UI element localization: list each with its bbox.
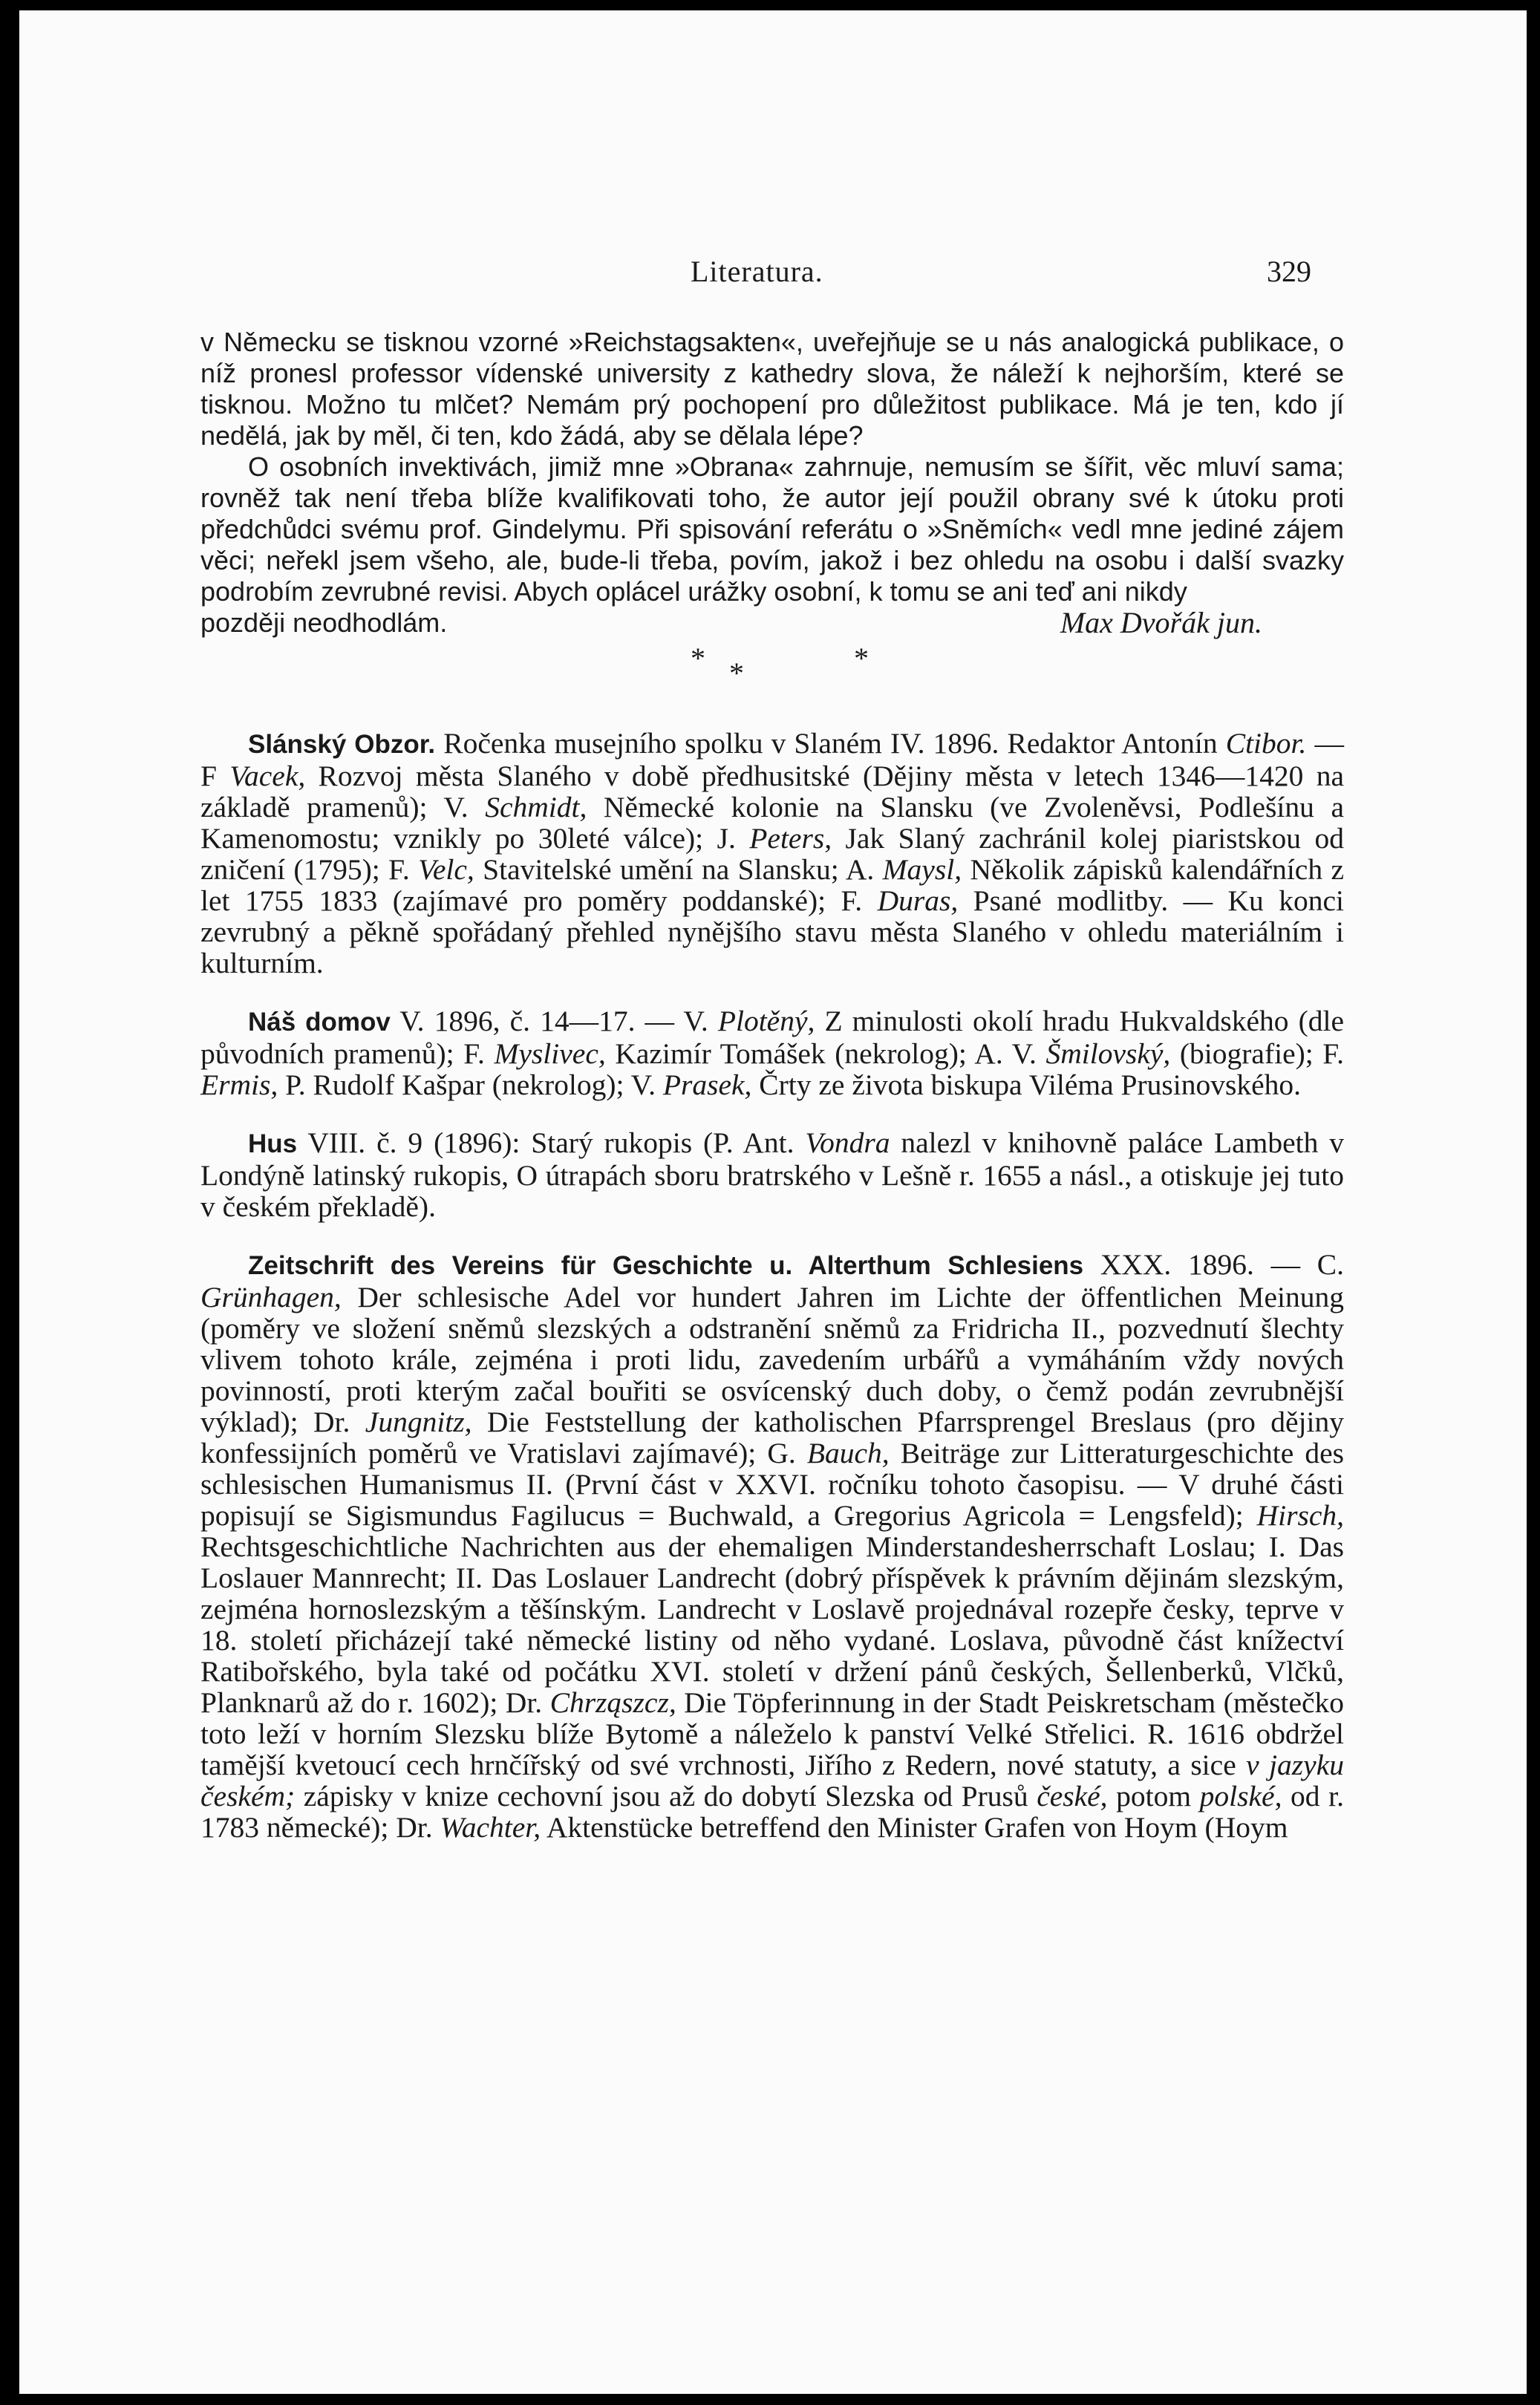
entry-heading: Slánský Obzor. xyxy=(248,730,436,759)
section-divider xyxy=(200,639,1344,701)
document-page xyxy=(19,10,1527,2394)
entry-heading: Náš domov xyxy=(248,1008,391,1037)
paragraph-2 xyxy=(200,451,1344,607)
divider-star: * xyxy=(691,642,705,675)
signature-line xyxy=(200,607,1344,639)
paragraph-2-last: později neodhodlám. xyxy=(200,607,448,638)
main-text xyxy=(200,327,1344,1843)
review-hus: Hus VIII. č. 9 (1896): Starý rukopis (P. Ant. Vondra nalezl v knihovně paláce Lambeth v Londýně latinský rukopis, O útrapách sboru bratrského v Lešně r. 1655 a násl., a otiskuje jej tuto v českém překladě). xyxy=(200,1126,1344,1223)
header-title: Literatura. xyxy=(691,255,823,288)
divider-star: * xyxy=(729,656,744,690)
entry-heading: Hus xyxy=(248,1129,298,1158)
divider-star: * xyxy=(854,642,869,675)
paragraph-2-main: O osobních invektivách, jimiž mne »Obrana« zahrnuje, nemusím se šířit, věc mluví sama; rovněž tak není třeba blíže kvalifikovati toho, že autor její použil obrany své k útoku proti předchůdci svému prof. Gindelymu. Při spisování referátu o »Sněmích« vedl mne jediné zájem věci; neřekl jsem všeho, ale, bude-li třeba, povím, jakož i bez ohledu na osobu i další svazky podrobím zevrubné revisi. Abych oplácel urážky osobní, k tomu se ani teď ani nikdy xyxy=(200,451,1344,607)
review-zeitschrift-schlesiens: Zeitschrift des Vereins für Geschichte u. Alterthum Schlesiens XXX. 1896. — C. Grünhagen, Der schlesische Adel vor hundert Jahren im Lichte der öffentlichen Meinung (poměry ve složení sněmů slezských a odstranění sněmů za Fridricha II., pozvednutí šlechty vlivem tohoto krále, zejména i proti lidu, zavedením urbářů a vymáháním vždy nových povinností, proti kterým začal bouřiti se osvícenský duch doby, o čemž podán zevrubnější výklad); Dr. Jungnitz, Die Feststellung der katholischen Pfarrsprengel Breslaus (pro dějiny konfessijních poměrů ve Vratislavi zajímavé); G. Bauch, Beiträge zur Litteraturgeschichte des schlesischen Humanismus II. (První část v XXVI. ročníku tohoto časopisu. — V druhé části popisují se Sigismundus Fagilucus = Buchwald, a Gregorius Agricola = Lengsfeld); Hirsch, Rechtsgeschichtliche Nachrichten aus der ehemaligen Minderstandesherrschaft Loslau; I. Das Loslauer Mannrecht; II. Das Loslauer Landrecht (dobrý příspěvek k právním dějinám slezským, zejména hornoslezským a těšínským. Landrecht v Loslavě projednával rozepře česky, teprve v 18. století přicházejí také německé listiny od něho vydané. Loslava, původně část knížectví Ratibořského, byla také od počátku XVI. století v držení pánů českých, Šellenberků, Vlčků, Planknarů až do r. 1602); Dr. Chrząszcz, Die Töpferinnung in der Stadt Peiskretscham (městečko toto leží v horním Slezsku blíže Bytomě a náleželo k panství Velké Střelici. R. 1616 obdržel tamější kvetoucí cech hrnčířský od své vrchnosti, Jiřího z Redern, nové statuty, a sice v jazyku českém; zápisky v knize cechovní jsou až do dobytí Slezska od Prusů české, potom polské, od r. 1783 německé); Dr. Wachter, Aktenstücke betreffend den Minister Grafen von Hoym (Hoym xyxy=(200,1248,1345,1844)
author-signature: Max Dvořák jun. xyxy=(1060,606,1262,639)
review-slansky-obzor: Slánský Obzor. Ročenka musejního spolku v Slaném IV. 1896. Redaktor Antonín Ctibor. — F Vacek, Rozvoj města Slaného v době předhusitské (Dějiny města v letech 1346—1420 na základě pramenů); V. Schmidt, Německé kolonie na Slansku (ve Zvoleněvsi, Podlešínu a Kamenomostu; vznikly po 30leté válce); J. Peters, Jak Slaný zachránil kolej piaristskou od zničení (1795); F. Velc, Stavitelské umění na Slansku; A. Maysl, Několik zápisků kalendářních z let 1755 1833 (zajímavé pro poměry poddanské); F. Duras, Psané modlitby. — Ku konci zevrubný a pěkně spořádaný přehled nynějšího stavu města Slaného v ohledu materiálním i kulturním. xyxy=(200,727,1345,979)
review-nas-domov: Náš domov V. 1896, č. 14—17. — V. Plotěný, Z minulosti okolí hradu Hukvaldského (dle původních pramenů); F. Myslivec, Kazimír Tomášek (nekrolog); A. V. Šmilovský, (biografie); F. Ermis, P. Rudolf Kašpar (nekrolog); V. Prasek, Črty ze života biskupa Viléma Prusinovského. xyxy=(200,1005,1344,1101)
page-number: 329 xyxy=(1267,255,1311,288)
running-header xyxy=(19,254,1527,290)
entry-heading: Zeitschrift des Vereins für Geschichte u. Alterthum Schlesiens xyxy=(248,1251,1084,1280)
paragraph-1: v Německu se tisknou vzorné »Reichstagsakten«, uveřejňuje se u nás analogická publikace, o níž pronesl professor vídenské university z kathedry slova, že náleží k nejhorším, které se tisknou. Možno tu mlčet? Nemám prý pochopení pro důležitost publikace. Má je ten, kdo jí nedělá, jak by měl, či ten, kdo žádá, aby se dělala lépe? xyxy=(200,327,1344,451)
